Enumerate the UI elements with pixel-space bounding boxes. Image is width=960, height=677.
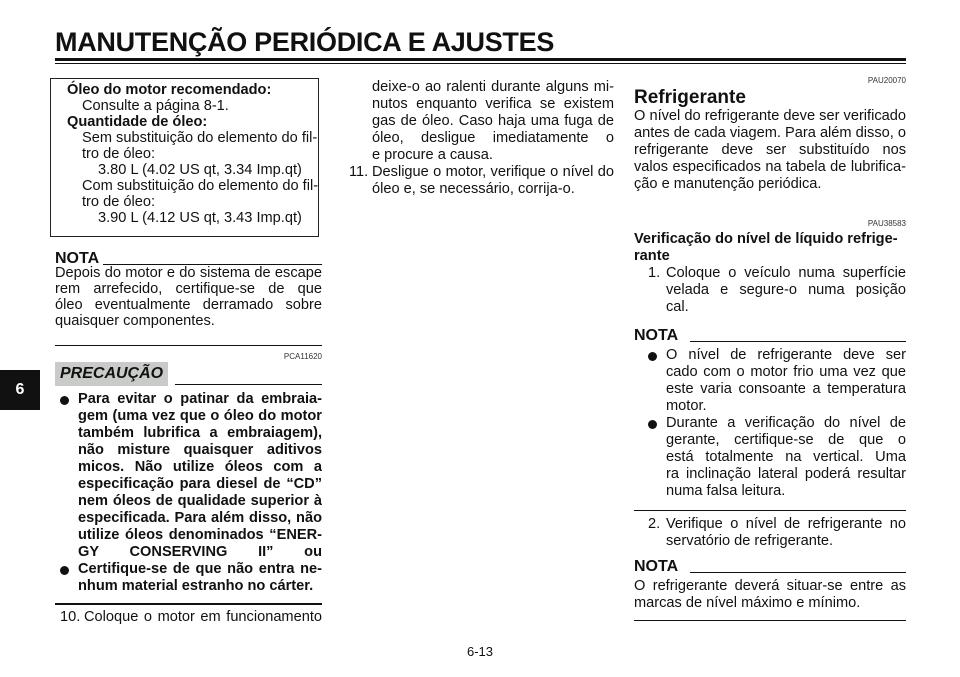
note2-heading-rule (690, 341, 906, 342)
step2-number: 2. (648, 516, 661, 532)
note2-line: Durante a verificação do nível de (666, 415, 906, 431)
step1-line: cal. (666, 299, 689, 315)
coolant-line: antes de cada viagem. Para além disso, o (634, 125, 906, 141)
spec-without-value: 3.80 L (4.02 US qt, 3.34 Imp.qt) (98, 162, 302, 178)
caution-line: Para evitar o patinar da embraia- (78, 391, 322, 407)
caution-end-rule (55, 603, 322, 605)
note3-end-rule (634, 620, 906, 621)
step10-line: e procure a causa. (372, 147, 493, 163)
note3-heading: NOTA (634, 558, 679, 575)
header-rule (55, 58, 906, 61)
caution-line: gem (uma vez que o óleo do motor (78, 408, 322, 424)
caution-line: nhum material estranho no cárter. (78, 578, 314, 594)
note2-end-rule (634, 510, 906, 511)
caution-line: GY CONSERVING II” ou (78, 544, 322, 560)
note2-line: este varia consoante a temperatura (666, 381, 906, 397)
note1-line: óleo eventualmente derramado sobre (55, 297, 322, 313)
caution-line: utilize óleos denominados “ENER- (78, 527, 322, 543)
caution-heading: PRECAUÇÃO (55, 362, 168, 386)
note2-line: cado com o motor frio uma vez que (666, 364, 906, 380)
coolant-line: valos especificados na tabela de lubrifica- (634, 159, 906, 175)
note3-heading-rule (690, 572, 906, 573)
spec-with-1: Com substituição do elemento do fil- (82, 178, 319, 194)
spec-with-value: 3.90 L (4.12 US qt, 3.43 Imp.qt) (98, 210, 302, 226)
caution-heading-rule (175, 384, 322, 385)
bullet-icon (648, 352, 657, 361)
spec-without-2: tro de óleo: (82, 146, 156, 162)
caution-line: especificada. Para além disso, não (78, 510, 322, 526)
step1-line: velada e segure-o numa posição (666, 282, 906, 298)
page-number: 6-13 (466, 644, 494, 659)
note2-heading: NOTA (634, 327, 679, 344)
step11-number: 11. (349, 164, 369, 180)
caution-line: também lubrifica a embraiagem), (78, 425, 322, 441)
step10-line: óleo, desligue imediatamente o (372, 130, 614, 146)
note3-line: marcas de nível máximo e mínimo. (634, 595, 861, 611)
coolant-line: ção e manutenção periódica. (634, 176, 822, 192)
step11-line: Desligue o motor, verifique o nível do (372, 164, 614, 180)
step10-line: nutos enquanto verifica se existem (372, 96, 614, 112)
note2-line: gerante, certifique-se de que o (666, 432, 906, 448)
spec-oil-value: Consulte a página 8-1. (82, 98, 229, 114)
caution-line: micos. Não utilize óleos com a (78, 459, 322, 475)
note3-line: O refrigerante deverá situar-se entre as (634, 578, 906, 594)
coolant-line: O nível do refrigerante deve ser verificado (634, 108, 906, 124)
check-title: rante (634, 248, 670, 264)
coolant-code: PAU20070 (867, 76, 906, 85)
note1-end-rule (55, 345, 322, 346)
caution-code: PCA11620 (283, 352, 322, 361)
step2-line: Verifique o nível de refrigerante no (666, 516, 906, 532)
caution-line: Certifique-se de que não entra ne- (78, 561, 322, 577)
check-code: PAU38583 (867, 219, 906, 228)
spec-with-2: tro de óleo: (82, 194, 156, 210)
step1-number: 1. (648, 265, 661, 281)
note1-line: rem arrefecido, certifique-se de que (55, 281, 322, 297)
step10-line: Coloque o motor em funcionamento (84, 609, 322, 625)
note2-line: O nível de refrigerante deve ser (666, 347, 906, 363)
spec-without-1: Sem substituição do elemento do fil- (82, 130, 318, 146)
note2-line: está totalmente na vertical. Uma (666, 449, 906, 465)
step10-line: gas de óleo. Caso haja uma fuga de (372, 113, 614, 129)
bullet-icon (60, 396, 69, 405)
coolant-line: refrigerante deve ser substituído nos (634, 142, 906, 158)
caution-line: nem óleos de qualidade superior à (78, 493, 322, 509)
step10-line: deixe-o ao ralenti durante alguns mi- (372, 79, 614, 95)
step11-line: óleo e, se necessário, corrija-o. (372, 181, 575, 197)
note1-line: quaisquer componentes. (55, 313, 215, 329)
page-title: MANUTENÇÃO PERIÓDICA E AJUSTES (55, 27, 555, 57)
bullet-icon (648, 420, 657, 429)
note2-line: ra inclinação lateral poderá resultar (666, 466, 906, 482)
spec-qty-label: Quantidade de óleo: (67, 114, 208, 130)
caution-line: especificação para diesel de “CD” (78, 476, 322, 492)
note2-line: motor. (666, 398, 707, 414)
bullet-icon (60, 566, 69, 575)
chapter-number: 6 (15, 381, 25, 398)
step1-line: Coloque o veículo numa superfície (666, 265, 906, 281)
caution-line: não misture quaisquer aditivos (78, 442, 322, 458)
header-rule-thin (55, 63, 906, 64)
note2-line: numa falsa leitura. (666, 483, 786, 499)
chapter-tab (0, 370, 40, 410)
check-title: Verificação do nível de líquido refrige- (634, 231, 898, 247)
note1-line: Depois do motor e do sistema de escape (55, 265, 322, 281)
note1-heading: NOTA (55, 250, 100, 267)
coolant-title: Refrigerante (634, 87, 746, 108)
step2-line: servatório de refrigerante. (666, 533, 834, 549)
spec-oil-label: Óleo do motor recomendado: (67, 82, 272, 98)
step10-number: 10. (60, 609, 81, 625)
